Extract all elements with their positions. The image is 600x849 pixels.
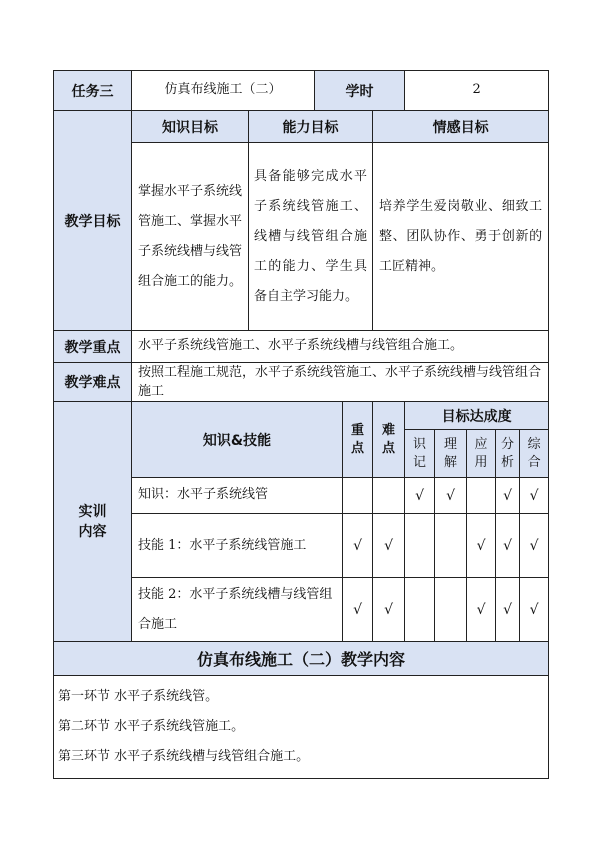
ability-goal-header: 能力目标 [249,111,373,143]
recall-mark [405,514,435,578]
training-label-text: 实训内容 [78,503,107,540]
difficulties-text: 按照工程施工规范，水平子系统线管施工、水平子系统线槽与线管组合施工 [132,363,549,402]
level-recall-header [405,430,435,478]
objectives-header-row [54,111,549,143]
content-title-row [54,642,549,676]
training-item-name: 知识：水平子系统线管 [132,478,343,514]
hard-mark [373,478,405,514]
synthesize-mark: √ [520,514,549,578]
content-line: 第一环节 水平子系统线管。 [58,689,219,704]
knowledge-goal-text: 掌握水平子系统线管施工、掌握水平子系统线槽与线管组合施工的能力。 [132,143,249,331]
content-line: 第三环节 水平子系统线槽与线管组合施工。 [58,749,310,764]
analyze-mark: √ [496,578,520,642]
key-mark [343,478,373,514]
content-title: 仿真布线施工（二）教学内容 [54,642,549,676]
skill-header: 知识&技能 [132,402,343,478]
training-item-name: 技能 2：水平子系统线槽与线管组合施工 [132,578,343,642]
level-apply-text: 应用 [474,436,488,470]
analyze-mark: √ [496,478,520,514]
hours-label: 学时 [315,71,405,111]
difficulties-row [54,363,549,402]
task-title: 仿真布线施工（二） [132,71,315,111]
task-row [54,71,549,111]
key-points-label: 教学重点 [54,331,132,363]
hard-header [373,402,405,478]
key-points-text: 水平子系统线管施工、水平子系统线槽与线管组合施工。 [132,331,549,363]
hard-header-text: 难点 [382,422,396,456]
understand-mark [435,578,467,642]
recall-mark [405,578,435,642]
understand-mark: √ [435,478,467,514]
level-understand-text: 理解 [444,436,458,470]
training-header-row [54,402,549,430]
difficulties-label: 教学难点 [54,363,132,402]
task-label: 任务三 [54,71,132,111]
level-synthesize-text: 综合 [527,436,541,470]
level-synthesize-header [520,430,549,478]
key-mark: √ [343,578,373,642]
key-header [343,402,373,478]
key-points-row [54,331,549,363]
hard-mark: √ [373,578,405,642]
emotion-goal-text: 培养学生爱岗敬业、细致工整、团队协作、勇于创新的工匠精神。 [373,143,549,331]
training-label [54,402,132,642]
level-recall-text: 识记 [413,436,427,470]
understand-mark [435,514,467,578]
apply-mark [467,478,496,514]
key-mark: √ [343,514,373,578]
training-item-name: 技能 1：水平子系统线管施工 [132,514,343,578]
objectives-label: 教学目标 [54,111,132,331]
content-body [54,676,549,779]
apply-mark: √ [467,514,496,578]
knowledge-goal-header: 知识目标 [132,111,249,143]
level-understand-header [435,430,467,478]
emotion-goal-header: 情感目标 [373,111,549,143]
level-header: 目标达成度 [405,402,549,430]
analyze-mark: √ [496,514,520,578]
content-row [54,676,549,779]
recall-mark: √ [405,478,435,514]
key-header-text: 重点 [351,422,365,456]
ability-goal-text: 具备能够完成水平子系统线管施工、线槽与线管组合施工的能力、学生具备自主学习能力。 [249,143,373,331]
level-apply-header [467,430,496,478]
synthesize-mark: √ [520,478,549,514]
apply-mark: √ [467,578,496,642]
level-analyze-header [496,430,520,478]
hard-mark: √ [373,514,405,578]
level-analyze-text: 分析 [501,436,515,470]
hours-value: 2 [405,71,549,111]
synthesize-mark: √ [520,578,549,642]
lesson-plan-table [53,70,549,779]
content-line: 第二环节 水平子系统线管施工。 [58,719,245,734]
